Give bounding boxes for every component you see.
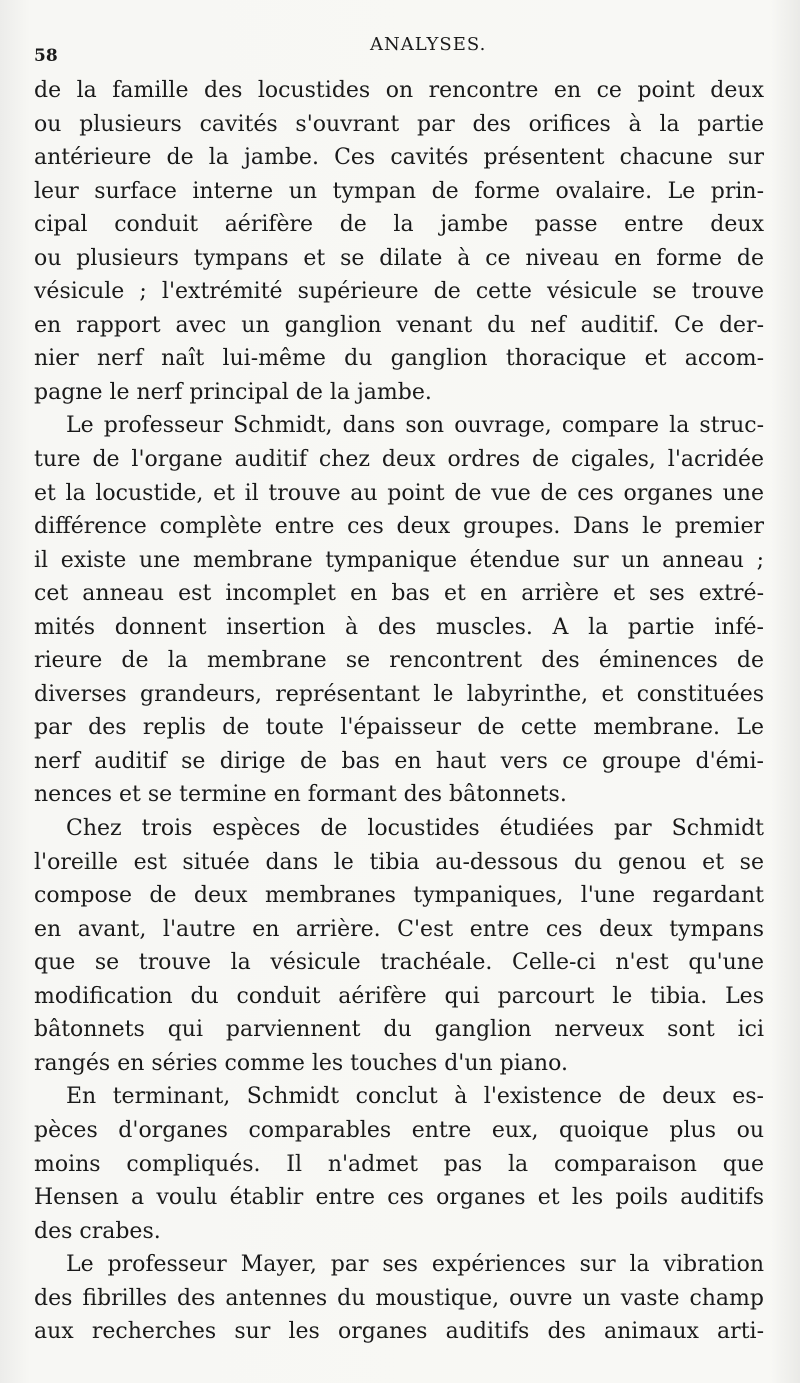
text-line: cet anneau est incomplet en bas et en arrière et ses extré- [34, 581, 764, 607]
text-line: de la famille des locustides on rencontre en ce point deux [34, 78, 764, 103]
text-line: que se trouve la vésicule trachéale. Celle-ci n'est qu'une [34, 950, 764, 976]
text-line: rieure de la membrane se rencontrent des éminences de [34, 648, 764, 674]
text-line: Chez trois espèces de locustides étudiées par Schmidt [66, 816, 764, 842]
text-line: nier nerf naît lui-même du ganglion thoracique et accom- [34, 346, 764, 372]
text-line: rangés en séries comme les touches d'un piano. [34, 1050, 568, 1076]
text-line: leur surface interne un tympan de forme ovalaire. Le prin- [34, 178, 764, 204]
body-text [34, 74, 764, 1349]
text-line: mités donnent insertion à des muscles. A la partie infé- [34, 614, 764, 640]
text-line: Le professeur Mayer, par ses expériences sur la vibration [66, 1252, 764, 1278]
text-line: Hensen a voulu établir entre ces organes et les poils auditifs [34, 1185, 764, 1211]
text-line: compose de deux membranes tympaniques, l'une regardant [34, 883, 764, 909]
text-line: ou plusieurs tympans et se dilate à ce niveau en forme de [34, 245, 764, 271]
text-line: différence complète entre ces deux groupes. Dans le premier [34, 514, 764, 540]
text-line: diverses grandeurs, représentant le labyrinthe, et constituées [34, 681, 764, 707]
text-line: modification du conduit aérifère qui parcourt le tibia. Les [34, 983, 764, 1009]
text-line: antérieure de la jambe. Ces cavités présentent chacune sur [34, 145, 764, 171]
text-line: En terminant, Schmidt conclut à l'existence de deux es- [66, 1084, 764, 1110]
text-line: vésicule ; l'extrémité supérieure de cette vésicule se trouve [34, 279, 764, 305]
text-line: il existe une membrane tympanique étendue sur un anneau ; [34, 547, 764, 573]
page-header [34, 30, 760, 66]
text-line: Le professeur Schmidt, dans son ouvrage, compare la struc- [66, 413, 764, 439]
text-line: aux recherches sur les organes auditifs des animaux arti- [34, 1319, 764, 1345]
text-line: et la locustide, et il trouve au point de vue de ces organes une [34, 480, 764, 506]
text-line: pagne le nerf principal de la jambe. [34, 379, 432, 405]
text-line: nences et se termine en formant des bâtonnets. [34, 782, 567, 808]
text-line: ture de l'organe auditif chez deux ordres de cigales, l'acridée [34, 447, 764, 473]
page-number: 58 [34, 46, 58, 66]
text-line: par des replis de toute l'épaisseur de cette membrane. Le [34, 715, 764, 741]
text-line: nerf auditif se dirige de bas en haut vers ce groupe d'émi- [34, 748, 764, 774]
text-line: ou plusieurs cavités s'ouvrant par des orifices à la partie [34, 111, 764, 137]
text-line: en rapport avec un ganglion venant du nef auditif. Ce der- [34, 312, 764, 338]
text-line: l'oreille est située dans le tibia au-dessous du genou et se [34, 849, 764, 875]
text-line: moins compliqués. Il n'admet pas la comparaison que [34, 1151, 764, 1177]
running-head: ANALYSES. [370, 34, 487, 55]
text-line: des fibrilles des antennes du moustique, ouvre un vaste champ [34, 1285, 764, 1311]
text-line: des crabes. [34, 1218, 161, 1244]
text-line: cipal conduit aérifère de la jambe passe entre deux [34, 212, 764, 238]
text-line: en avant, l'autre en arrière. C'est entre ces deux tympans [34, 916, 764, 942]
text-line: bâtonnets qui parviennent du ganglion nerveux sont ici [34, 1017, 764, 1043]
text-line: pèces d'organes comparables entre eux, quoique plus ou [34, 1117, 764, 1143]
